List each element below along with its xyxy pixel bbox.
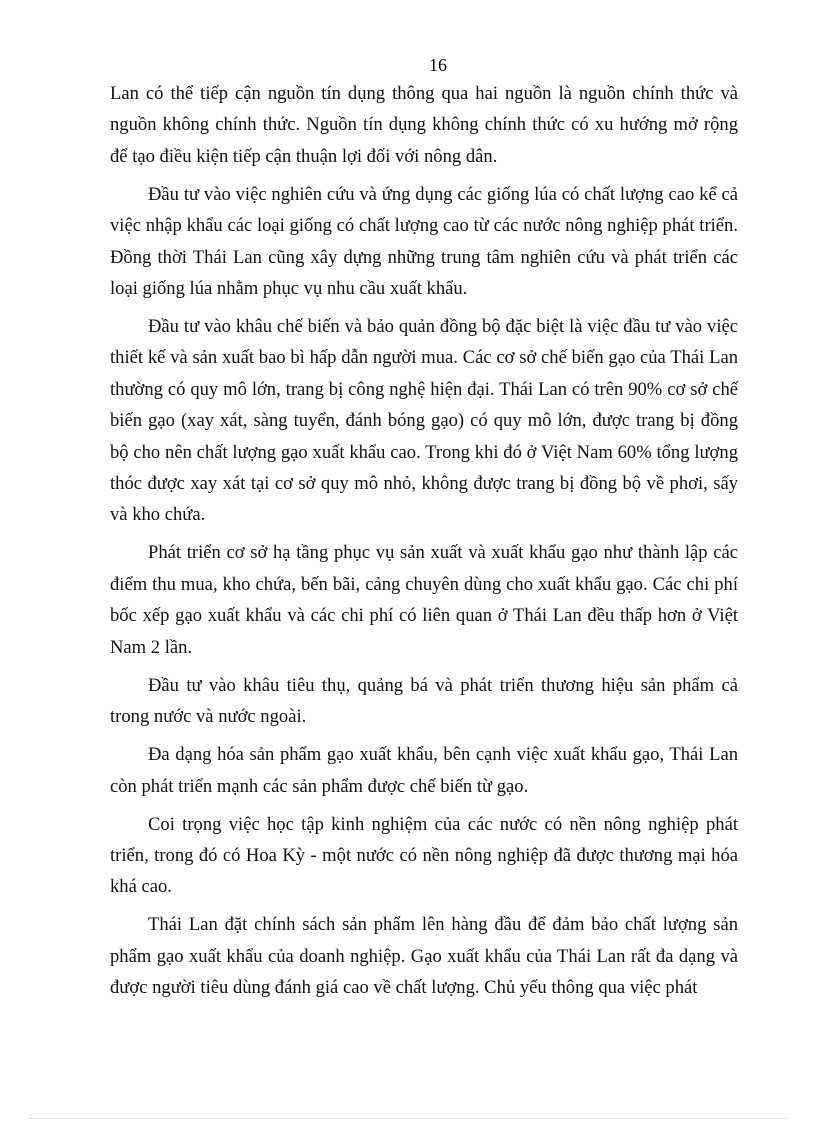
paragraph: Đầu tư vào việc nghiên cứu và ứng dụng các giống lúa có chất lượng cao kể cả việc nhập khẩu các loại giống có chất lượng cao từ các nước nông nghiệp phát triển. Đồng thời Thái Lan cũng xây dựng những trung tâm nghiên cứu và phát triển các loại giống lúa nhằm phục vụ nhu cầu xuất khẩu. (110, 183, 738, 300)
paragraph: Đầu tư vào khâu tiêu thụ, quảng bá và phát triển thương hiệu sản phẩm cả trong nước và nước ngoài. (110, 674, 738, 728)
paragraph: Đa dạng hóa sản phẩm gạo xuất khẩu, bên cạnh việc xuất khẩu gạo, Thái Lan còn phát triển mạnh các sản phẩm được chế biến từ gạo. (110, 744, 738, 797)
paragraph: Thái Lan đặt chính sách sản phẩm lên hàng đầu để đảm bảo chất lượng sản phẩm gạo xuất khẩu của doanh nghiệp. Gạo xuất khẩu của Thái Lan rất đa dạng và được người tiêu dùng đánh giá cao về chất lượng. Chủ yếu thông qua việc phát (110, 914, 738, 999)
paragraph: Phát triển cơ sở hạ tầng phục vụ sản xuất và xuất khẩu gạo như thành lập các điểm thu mua, kho chứa, bến bãi, cảng chuyên dùng cho xuất khẩu gạo. Các chi phí bốc xếp gạo xuất khẩu và các chi phí có liên quan ở Thái Lan đều thấp hơn ở Việt Nam 2 lần. (110, 542, 738, 658)
body-text (110, 78, 738, 1010)
paragraph: Đầu tư vào khâu chế biến và bảo quản đồng bộ đặc biệt là việc đầu tư vào việc thiết kế và sản xuất bao bì hấp dẫn người mua. Các cơ sở chế biến gạo của Thái Lan thường có quy mô lớn, trang bị công nghệ hiện đại. Thái Lan có trên 90% cơ sở chế biến gạo (xay xát, sàng tuyển, đánh bóng gạo) có quy mô lớn, được trang bị đồng bộ cho nên chất lượng gạo xuất khẩu cao. Trong khi đó ở Việt Nam 60% tổng lượng thóc được xay xát tại cơ sở quy mô nhỏ, không được trang bị đồng bộ về phơi, sấy và kho chứa. (110, 316, 738, 526)
paragraph-continued: Lan có thể tiếp cận nguồn tín dụng thông qua hai nguồn là nguồn chính thức và nguồn không chính thức. Nguồn tín dụng không chính thức có xu hướng mở rộng để tạo điều kiện tiếp cận thuận lợi đối với nông dân. (110, 83, 738, 167)
page-number: 16 (429, 55, 447, 75)
paragraph: Coi trọng việc học tập kinh nghiệm của các nước có nền nông nghiệp phát triển, trong đó có Hoa Kỳ - một nước có nền nông nghiệp đã được thương mại hóa khá cao. (110, 813, 738, 898)
page-bottom-divider (28, 1118, 788, 1119)
